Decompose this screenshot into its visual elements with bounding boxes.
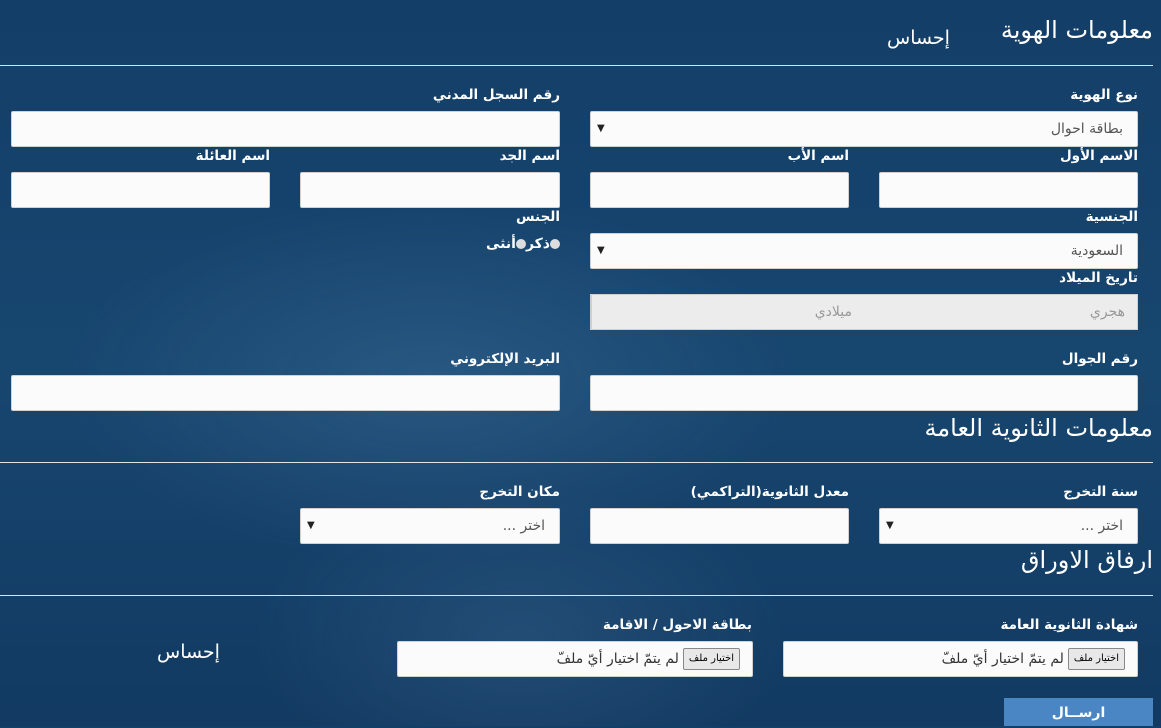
grandfather-name-label: اسم الجد: [499, 148, 560, 164]
id-card-no-file-text: لم يتمّ اختيار أيّ ملفّ: [556, 651, 679, 667]
birth-date-field: [590, 294, 1138, 330]
gender-female-label: أنثى: [486, 236, 516, 252]
gender-female-radio[interactable]: [516, 239, 526, 249]
identity-divider: [0, 65, 1153, 66]
mobile-label: رقم الجوال: [1061, 351, 1138, 367]
gender-male-label: ذكر: [525, 236, 550, 252]
id-type-select[interactable]: [590, 111, 1138, 147]
id-card-file-input[interactable]: [397, 641, 753, 677]
family-name-label: اسم العائلة: [195, 148, 270, 164]
grandfather-name-input[interactable]: [300, 172, 560, 208]
civil-reg-input[interactable]: [11, 111, 560, 147]
secondary-divider: [0, 462, 1153, 463]
grad-year-select[interactable]: [879, 508, 1138, 544]
chevron-down-icon: ▼: [597, 123, 605, 134]
gender-label: الجنس: [515, 209, 560, 225]
nationality-select[interactable]: [590, 233, 1138, 269]
email-input[interactable]: [11, 375, 560, 411]
chevron-down-icon: ▼: [597, 245, 605, 256]
gpa-label: معدل الثانوية(التراكمي): [690, 484, 849, 500]
chevron-down-icon: ▼: [886, 520, 894, 531]
grad-place-selected: اختر ...: [502, 518, 545, 534]
grad-place-label: مكان التخرج: [479, 484, 560, 500]
secondary-section-title: معلومات الثانوية العامة: [924, 414, 1153, 442]
grad-year-selected: اختر ...: [1080, 518, 1123, 534]
first-name-label: الاسم الأول: [1059, 148, 1138, 164]
birth-date-label: تاريخ الميلاد: [1059, 270, 1138, 286]
civil-reg-label: رقم السجل المدني: [432, 87, 560, 103]
gender-male-radio[interactable]: [550, 239, 560, 249]
identity-section-title: معلومات الهوية: [1000, 16, 1153, 44]
id-card-label: بطاقة الاحول / الاقامة: [602, 617, 752, 633]
nationality-selected: السعودية: [1070, 243, 1123, 259]
certificate-file-input[interactable]: [783, 641, 1138, 677]
gpa-input[interactable]: [590, 508, 849, 544]
email-label: البريد الإلكتروني: [450, 351, 560, 367]
chevron-down-icon: ▼: [307, 520, 315, 531]
id-type-label: نوع الهوية: [1070, 87, 1138, 103]
hijri-date-input[interactable]: هجري: [864, 295, 1137, 329]
certificate-no-file-text: لم يتمّ اختيار أيّ ملفّ: [941, 651, 1064, 667]
family-name-input[interactable]: [11, 172, 270, 208]
grad-place-select[interactable]: [300, 508, 560, 544]
nationality-label: الجنسية: [1085, 209, 1138, 225]
identity-subtitle: إحساس: [887, 27, 950, 49]
attachments-side-note: إحساس: [157, 641, 220, 663]
gender-radio-group: [486, 236, 560, 252]
gregorian-date-input[interactable]: ميلادي: [591, 295, 864, 329]
father-name-label: اسم الأب: [787, 148, 849, 164]
attachments-section-title: ارفاق الاوراق: [1020, 546, 1153, 574]
mobile-input[interactable]: [590, 375, 1138, 411]
id-type-selected: بطاقة احوال: [1050, 121, 1123, 137]
certificate-label: شهادة الثانوية العامة: [1000, 617, 1138, 633]
certificate-choose-file-button[interactable]: اختيار ملف: [1068, 648, 1125, 670]
id-card-choose-file-button[interactable]: اختيار ملف: [683, 648, 740, 670]
submit-button[interactable]: ارســال: [1004, 698, 1153, 726]
first-name-input[interactable]: [879, 172, 1138, 208]
father-name-input[interactable]: [590, 172, 849, 208]
grad-year-label: سنة التخرج: [1063, 484, 1138, 500]
attachments-divider: [0, 595, 1153, 596]
